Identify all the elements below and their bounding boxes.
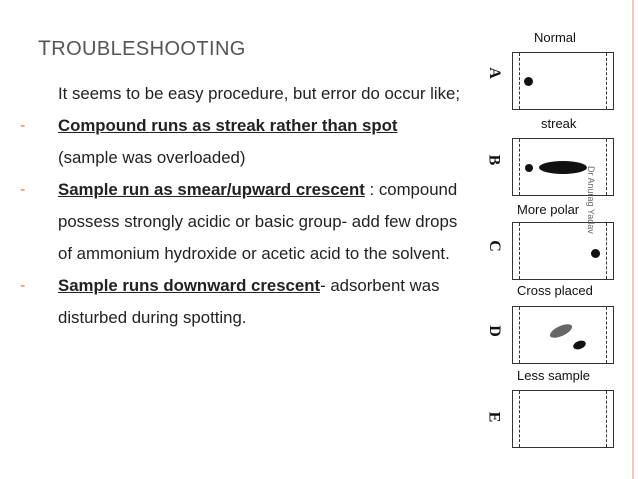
tlc-plate-streak bbox=[512, 138, 614, 196]
tlc-label-streak: streak bbox=[541, 116, 577, 131]
item-streak bbox=[20, 110, 470, 174]
plate-letter-e: E bbox=[485, 411, 503, 423]
item-heading: Compound runs as streak rather than spot bbox=[58, 116, 398, 135]
plate-letter-d: D bbox=[485, 325, 503, 337]
author-watermark: Dr Anurag Yadav bbox=[586, 166, 596, 234]
item-detail: : compound possess strongly acidic or basic group- add few drops of ammonium hydroxide or acetic acid to the solvent. bbox=[58, 180, 458, 263]
streak-spot bbox=[539, 161, 587, 174]
item-detail: (sample was overloaded) bbox=[58, 148, 246, 167]
plate-letter-b: B bbox=[485, 154, 503, 166]
item-detail: - adsorbent was disturbed during spotting. bbox=[58, 276, 440, 327]
dash-marker: - bbox=[20, 181, 26, 198]
plate-letter-a: A bbox=[485, 67, 503, 79]
dash-marker: - bbox=[20, 117, 26, 134]
dash-marker: - bbox=[20, 277, 26, 294]
item-heading: Sample runs downward crescent bbox=[58, 276, 321, 295]
sample-spot bbox=[525, 164, 533, 172]
sample-spot bbox=[572, 339, 587, 351]
sample-spot bbox=[591, 249, 600, 258]
slide-body bbox=[20, 78, 470, 334]
tlc-plate-less-sample bbox=[512, 390, 614, 448]
smear-spot bbox=[548, 321, 574, 340]
slide-title bbox=[38, 37, 246, 61]
intro-paragraph bbox=[20, 78, 470, 110]
tlc-label-less-sample: Less sample bbox=[517, 368, 590, 383]
tlc-plate-more-polar bbox=[512, 222, 614, 280]
title-first-letter: T bbox=[38, 37, 52, 60]
tlc-plate-normal bbox=[512, 52, 614, 110]
item-heading: Sample run as smear/upward crescent bbox=[58, 180, 365, 199]
plate-letter-c: C bbox=[485, 240, 503, 252]
tlc-plate-cross-placed bbox=[512, 306, 614, 364]
item-smear bbox=[20, 174, 470, 270]
tlc-label-more-polar: More polar bbox=[517, 202, 580, 217]
title-rest: ROUBLESHOOTING bbox=[51, 38, 246, 60]
intro-text: It seems to be easy procedure, but error do occur like; bbox=[58, 84, 461, 103]
tlc-label-cross-placed: Cross placed bbox=[517, 283, 593, 298]
slide-border bbox=[632, 0, 634, 479]
sample-spot bbox=[524, 77, 533, 86]
tlc-label-normal: Normal bbox=[534, 30, 576, 45]
item-downward bbox=[20, 270, 470, 334]
